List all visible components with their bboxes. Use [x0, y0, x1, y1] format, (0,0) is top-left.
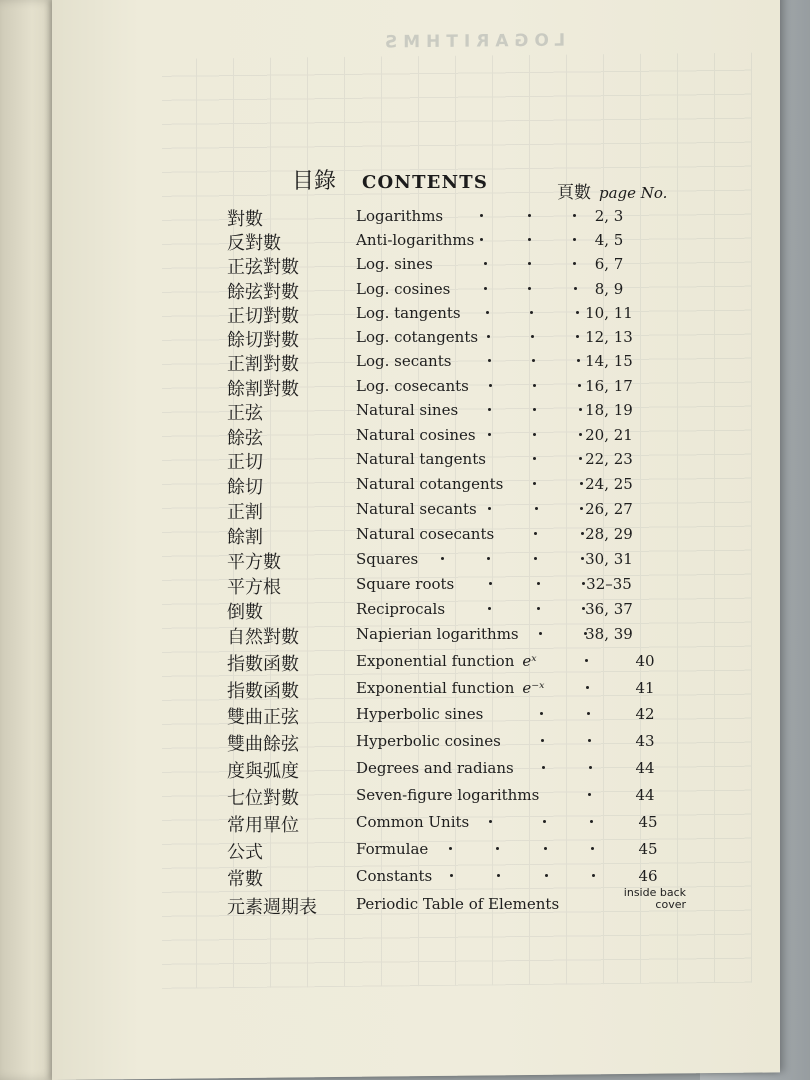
entry-title-english: [356, 328, 478, 346]
leader-dot: [591, 847, 594, 850]
leader-dot: [497, 874, 500, 877]
title-chinese: 目錄: [292, 169, 337, 194]
entry-page-number: 45: [638, 840, 658, 858]
entry-title-english: [356, 600, 445, 618]
contents-entry: [0, 598, 810, 622]
contents-entry: [0, 838, 810, 862]
entry-page-number: 26, 27: [585, 500, 633, 518]
leader-dot: [533, 384, 536, 387]
entry-title-english-text: Log. cosecants: [356, 377, 469, 395]
entry-title-english: [356, 786, 539, 804]
entry-page-number: 6, 7: [594, 255, 624, 273]
contents-entry: [0, 473, 810, 497]
entry-title-english-text: Degrees and radians: [356, 759, 514, 777]
entry-title-chinese: 餘弦: [227, 428, 263, 449]
entry-title-chinese: 正弦對數: [227, 257, 299, 278]
contents-entry: [0, 757, 810, 781]
entry-title-english: [356, 895, 559, 913]
entry-title-english-text: Log. cotangents: [356, 328, 479, 346]
entry-title-english-text: Log. tangents: [356, 304, 461, 322]
leader-dot: [542, 766, 545, 769]
contents-entry: [0, 784, 810, 808]
entry-title-chinese: 正切: [227, 452, 263, 473]
contents-entry: [0, 205, 810, 229]
entry-title-english: [356, 759, 514, 777]
entry-page-number: 10, 11: [585, 304, 633, 322]
leader-dot: [589, 766, 592, 769]
contents-entry: [0, 677, 810, 701]
entry-title-english: [356, 377, 469, 395]
entry-title-chinese: 雙曲餘弦: [227, 734, 299, 755]
entry-title-english-text: Exponential function: [356, 679, 515, 697]
leader-dot: [450, 874, 453, 877]
page-column-english: page No.: [599, 184, 668, 202]
entry-title-chinese: 七位對數: [227, 788, 299, 809]
page-column-header: [557, 178, 667, 203]
entry-title-english-text: Hyperbolic sines: [356, 705, 484, 723]
title-english: CONTENTS: [362, 172, 489, 193]
leader-dot: [588, 793, 591, 796]
entry-page-number: 2, 3: [594, 207, 624, 225]
entry-title-english-text: Reciprocals: [356, 600, 446, 618]
entry-page-number: 12, 13: [585, 328, 633, 346]
entry-page-number: 14, 15: [585, 352, 633, 370]
leader-dot: [528, 287, 531, 290]
contents-entry: [0, 703, 810, 727]
entry-title-english: [356, 401, 458, 419]
contents-entry: [0, 498, 810, 522]
entry-title-chinese: 常數: [227, 869, 263, 890]
leader-dot: [532, 359, 535, 362]
leader-dot: [587, 712, 590, 715]
entry-title-chinese: 對數: [227, 209, 263, 230]
leader-dot: [592, 874, 595, 877]
entry-title-chinese: 指數函數: [227, 681, 299, 702]
entry-page-number: 24, 25: [585, 475, 633, 493]
entry-title-english: [356, 679, 545, 697]
entry-page-number: 40: [635, 652, 655, 670]
contents-entry: [0, 548, 810, 572]
leader-dot: [488, 408, 491, 411]
entry-title-english-text: Natural cosines: [356, 426, 476, 444]
leader-dot: [488, 433, 491, 436]
leader-dot: [480, 238, 483, 241]
leader-dot: [484, 287, 487, 290]
entry-title-english-text: Log. cosines: [356, 280, 451, 298]
entry-title-chinese: 餘切: [227, 477, 263, 498]
entry-title-english: [356, 732, 501, 750]
entry-title-english-text: Natural cosecants: [356, 525, 495, 543]
entry-page-number: 45: [638, 813, 658, 831]
entry-title-english-text: Log. sines: [356, 255, 433, 273]
entry-title-english-text: Square roots: [356, 575, 455, 593]
leader-dot: [487, 335, 490, 338]
entry-page-number: 43: [635, 732, 655, 750]
entry-title-chinese: 公式: [227, 842, 263, 863]
contents-entry: [0, 811, 810, 835]
entry-title-english: [356, 575, 454, 593]
entry-title-chinese: 倒數: [227, 602, 263, 623]
entry-title-english: [356, 625, 519, 643]
leader-dot: [486, 311, 489, 314]
entry-title-english: [356, 525, 494, 543]
contents-entry: [0, 229, 810, 253]
entry-title-chinese: 指數函數: [227, 654, 299, 675]
entry-title-english: [356, 207, 443, 225]
leader-dot: [585, 659, 588, 662]
leader-dot: [489, 384, 492, 387]
entry-title-chinese: 餘割: [227, 527, 263, 548]
leader-dot: [487, 557, 490, 560]
entry-exponent: e⁻ˣ: [522, 679, 545, 697]
entry-title-chinese: 度與弧度: [227, 761, 299, 782]
entry-page-number: 46: [638, 867, 658, 885]
contents-entry: [0, 375, 810, 399]
entry-title-english: [356, 652, 537, 670]
leader-dot: [531, 335, 534, 338]
leader-dot: [534, 557, 537, 560]
entry-title-english-text: Anti-logarithms: [356, 231, 475, 249]
entry-title-english-text: Log. secants: [356, 352, 452, 370]
contents-entry: [0, 278, 810, 302]
leader-dot: [489, 582, 492, 585]
contents-entry: [0, 623, 810, 647]
page-title: [292, 164, 488, 195]
entry-title-chinese: 常用單位: [227, 815, 299, 836]
entry-title-chinese: 平方根: [227, 577, 281, 598]
entry-page-number: 38, 39: [585, 625, 633, 643]
entry-title-english-text: Seven-figure logarithms: [356, 786, 540, 804]
leader-dot: [488, 507, 491, 510]
entry-title-english-text: Natural sines: [356, 401, 459, 419]
leader-dot: [590, 820, 593, 823]
entry-title-english-text: Napierian logarithms: [356, 625, 519, 643]
leader-dot: [496, 847, 499, 850]
entry-title-chinese: 餘割對數: [227, 379, 299, 400]
entry-page-number: 16, 17: [585, 377, 633, 395]
leader-dot: [530, 311, 533, 314]
leader-dot: [528, 262, 531, 265]
entry-title-chinese: 自然對數: [227, 627, 299, 648]
leader-dot: [537, 582, 540, 585]
contents-entry: [0, 302, 810, 326]
entry-title-chinese: 正弦: [227, 403, 263, 424]
entry-title-english-text: Common Units: [356, 813, 470, 831]
entry-exponent: eˣ: [522, 652, 537, 670]
leader-dot: [488, 607, 491, 610]
contents-entry: [0, 650, 810, 674]
leader-dot: [449, 847, 452, 850]
entry-page-number: 44: [635, 759, 655, 777]
leader-dot: [480, 214, 483, 217]
contents-entry: [0, 448, 810, 472]
page-column-chinese: 頁數: [557, 183, 591, 203]
entry-title-chinese: 餘切對數: [227, 330, 299, 351]
entry-page-number: [606, 887, 686, 911]
leader-dot: [534, 532, 537, 535]
entry-title-english: [356, 352, 451, 370]
entry-page-number: 42: [635, 705, 655, 723]
entry-title-english-text: Natural secants: [356, 500, 477, 518]
leader-dot: [541, 739, 544, 742]
leader-dot: [545, 874, 548, 877]
entry-title-chinese: 正切對數: [227, 306, 299, 327]
leader-dot: [543, 820, 546, 823]
contents-entry: [0, 350, 810, 374]
leader-dot: [533, 433, 536, 436]
entry-title-chinese: 雙曲正弦: [227, 707, 299, 728]
entry-page-number: 20, 21: [585, 426, 633, 444]
entry-page-number: 41: [635, 679, 655, 697]
contents-entry: [0, 523, 810, 547]
leader-dot: [540, 712, 543, 715]
entry-title-english: [356, 840, 428, 858]
contents-entry: [0, 326, 810, 350]
entry-title-english: [356, 426, 476, 444]
entry-page-number: 28, 29: [585, 525, 633, 543]
page-note-line-2: cover: [655, 898, 686, 911]
leader-dot: [588, 739, 591, 742]
entry-title-english-text: Exponential function: [356, 652, 515, 670]
entry-page-number: 22, 23: [585, 450, 633, 468]
entry-page-number: 36, 37: [585, 600, 633, 618]
entry-page-number: 30, 31: [585, 550, 633, 568]
leader-dot: [488, 359, 491, 362]
leader-dot: [537, 607, 540, 610]
entry-title-chinese: 元素週期表: [227, 897, 317, 918]
entry-title-english-text: Natural tangents: [356, 450, 486, 468]
entry-title-chinese: 餘弦對數: [227, 282, 299, 303]
entry-title-english-text: Constants: [356, 867, 433, 885]
entry-title-english-text: Formulae: [356, 840, 429, 858]
entry-title-english-text: Natural cotangents: [356, 475, 504, 493]
page-note-line-1: inside back: [623, 886, 686, 899]
entry-title-english: [356, 500, 477, 518]
leader-dot: [586, 686, 589, 689]
leader-dot: [544, 847, 547, 850]
leader-dot: [528, 214, 531, 217]
entry-title-english-text: Hyperbolic cosines: [356, 732, 501, 750]
contents-entry: [0, 253, 810, 277]
entry-title-english: [356, 550, 418, 568]
entry-title-english-text: Logarithms: [356, 207, 444, 225]
contents-entry: [0, 886, 810, 918]
contents-entry: [0, 424, 810, 448]
entry-title-chinese: 平方數: [227, 552, 281, 573]
entry-title-english: [356, 450, 486, 468]
entry-title-english: [356, 813, 469, 831]
show-through-heading: LOGARITHMS: [378, 30, 566, 53]
leader-dot: [535, 507, 538, 510]
entry-title-english: [356, 705, 483, 723]
leader-dot: [539, 632, 542, 635]
entry-title-chinese: 正割對數: [227, 354, 299, 375]
entry-page-number: 32–35: [586, 575, 632, 593]
entry-title-chinese: 正割: [227, 502, 263, 523]
entry-title-english: [356, 280, 450, 298]
leader-dot: [484, 262, 487, 265]
entry-title-english: [356, 304, 461, 322]
entry-page-number: 4, 5: [594, 231, 624, 249]
entry-title-english-text: Periodic Table of Elements: [356, 895, 560, 913]
entry-title-english: [356, 867, 432, 885]
entry-title-english: [356, 255, 433, 273]
entry-page-number: 8, 9: [594, 280, 624, 298]
entry-title-english: [356, 231, 474, 249]
entry-page-number: 18, 19: [585, 401, 633, 419]
leader-dot: [489, 820, 492, 823]
contents-entry: [0, 573, 810, 597]
contents-entry: [0, 399, 810, 423]
entry-title-chinese: 反對數: [227, 233, 281, 254]
leader-dot: [533, 482, 536, 485]
contents-entry: [0, 730, 810, 754]
entry-page-number: 44: [635, 786, 655, 804]
leader-dot: [441, 557, 444, 560]
entry-title-english-text: Squares: [356, 550, 419, 568]
contents-entry: [0, 865, 810, 889]
leader-dot: [533, 408, 536, 411]
leader-dot: [533, 457, 536, 460]
entry-title-english: [356, 475, 503, 493]
leader-dot: [528, 238, 531, 241]
